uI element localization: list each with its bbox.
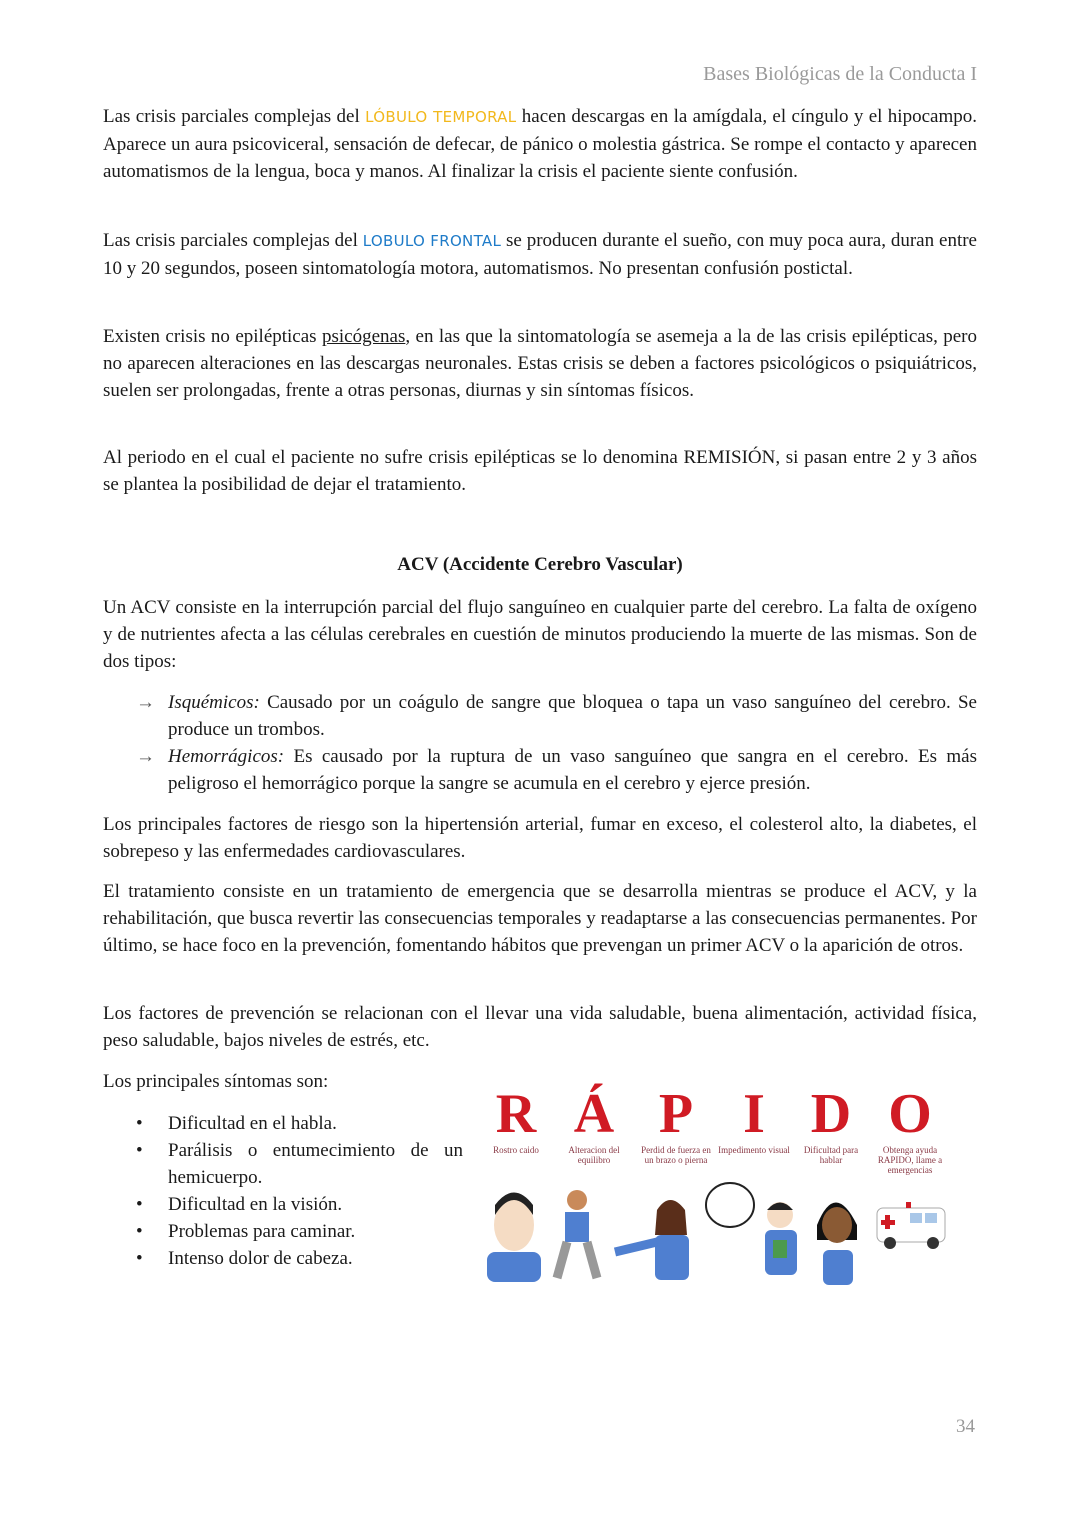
bullet-icon: •: [136, 1248, 143, 1269]
text: Intenso dolor de cabeza.: [168, 1248, 353, 1269]
paragraph-acv-definition: Un ACV consiste en la interrupción parcial del flujo sanguíneo en cualquier parte del cerebro. La falta de oxígeno y de nutrientes afecta a las células cerebrales en cuestión de minutos produciendo la muerte de las mismas. Son de dos tipos:: [103, 597, 977, 672]
text: Las crisis parciales complejas del: [103, 230, 363, 251]
list-item: [103, 1110, 463, 1137]
symptoms-list: [103, 1110, 463, 1272]
letter: Á: [573, 1083, 615, 1145]
text: hacen descargas en la amígdala, el cíngulo y el hipocampo. Aparece un aura psicoviceral, sensación de defecar, de pánico o molestia gástrica. Se rompe el contacto y aparecen automatismos de la lengua, boca y manos. Al finalizar la crisis el paciente siente confusión.: [103, 106, 977, 182]
paragraph-symptoms-intro: Los principales síntomas son:: [103, 1071, 329, 1092]
term: Isquémicos:: [168, 692, 260, 713]
speech-difficulty-person-icon: [817, 1203, 857, 1286]
list-item: [103, 689, 977, 743]
paragraph-remision: Al periodo en el cual el paciente no sufre crisis epilépticas se lo denomina REMISIÓN, si pasan entre 2 y 3 años se plantea la posibilidad de dejar el tratamiento.: [103, 447, 977, 495]
arrow-icon: →: [136, 692, 155, 713]
drooping-face-icon: [487, 1193, 541, 1283]
rapido-d: [792, 1085, 870, 1165]
paragraph-treatment: El tratamiento consiste en un tratamiento de emergencia que se desarrolla mientras se produce el ACV, y la rehabilitación, que busca revertir las consecuencias temporales y readaptarse a las consecuencias permanentes. Por último, se hace foco en la prevención, fomentando hábitos que prevengan un primer ACV o la aparición de otros.: [103, 881, 977, 956]
paragraph-frontal: [103, 227, 977, 282]
acv-types-list: [103, 689, 977, 797]
text: Las crisis parciales complejas del: [103, 106, 366, 127]
text: Dificultad en el habla.: [168, 1113, 337, 1134]
text: Existen crisis no epilépticas: [103, 326, 322, 347]
list-item: [103, 1137, 463, 1191]
rapido-p: [637, 1085, 715, 1165]
dizzy-person-icon: [557, 1190, 597, 1278]
rapido-a: [555, 1085, 633, 1165]
bullet-icon: •: [136, 1140, 143, 1161]
page-number: 34: [956, 1416, 975, 1437]
text: Problemas para caminar.: [168, 1221, 356, 1242]
rapido-illustrations: [485, 1180, 955, 1290]
caption: Alteracion del equilibro: [568, 1145, 620, 1165]
caption: Obtenga ayuda RAPIDO, llame a emergencias: [877, 1145, 943, 1175]
weak-arm-person-icon: [615, 1200, 689, 1280]
paragraph-psicogenas: [103, 323, 977, 404]
rapido-i: [715, 1085, 793, 1155]
bullet-icon: •: [136, 1194, 143, 1215]
highlight-frontal: LOBULO FRONTAL: [362, 232, 502, 250]
letter: R: [495, 1083, 537, 1145]
section-heading: ACV (Accidente Cerebro Vascular): [397, 554, 683, 575]
highlight-temporal: LÓBULO TEMPORAL: [365, 108, 517, 126]
bullet-icon: •: [136, 1113, 143, 1134]
arrow-icon: →: [136, 746, 155, 767]
list-item: [103, 1245, 463, 1272]
letter: P: [658, 1083, 694, 1145]
list-item: [103, 743, 977, 797]
letter: O: [888, 1083, 932, 1145]
paragraph-prevention: Los factores de prevención se relacionan con el llevar una vida saludable, buena alimentación, actividad física, peso saludable, bajos niveles de estrés, etc.: [103, 1003, 977, 1051]
vision-impaired-person-icon: [765, 1202, 797, 1275]
speech-bubble-icon: [706, 1183, 754, 1227]
caption: Rostro caido: [493, 1145, 539, 1155]
ambulance-icon: [877, 1202, 945, 1249]
list-item: [103, 1191, 463, 1218]
underlined-term: psicógenas: [321, 326, 406, 347]
text: Causado por un coágulo de sangre que bloquea o tapa un vaso sanguíneo del cerebro. Se produce un trombos.: [168, 692, 977, 740]
running-header: Bases Biológicas de la Conducta I: [703, 63, 977, 85]
text: se producen durante el sueño, con muy poca aura, duran entre 10 y 20 segundos, poseen sintomatología motora, automatismos. No presentan confusión postictal.: [103, 230, 977, 279]
bullet-icon: •: [136, 1221, 143, 1242]
list-item: [103, 1218, 463, 1245]
text: Es causado por la ruptura de un vaso sanguíneo que sangra en el cerebro. Es más peligroso el hemorrágico porque la sangre se acumula en el cerebro y ejerce presión.: [168, 746, 977, 794]
term: Hemorrágicos:: [168, 746, 285, 767]
letter: I: [743, 1083, 765, 1145]
paragraph-temporal: [103, 103, 977, 185]
caption: Impedimento visual: [718, 1145, 790, 1155]
caption: Perdid de fuerza en un brazo o pierna: [641, 1145, 711, 1165]
rapido-r: [477, 1085, 555, 1155]
caption: Dificultad para hablar: [803, 1145, 859, 1165]
letter: D: [810, 1083, 852, 1145]
text: Parálisis o entumecimiento de un hemicuerpo.: [168, 1140, 463, 1188]
rapido-o: [871, 1085, 949, 1175]
paragraph-risk-factors: Los principales factores de riesgo son la hipertensión arterial, fumar en exceso, el colesterol alto, la diabetes, el sobrepeso y las enfermedades cardiovasculares.: [103, 814, 977, 862]
text: , en las que la sintomatología se asemeja a la de las crisis epilépticas, pero no aparecen alteraciones en las descargas neuronales. Estas crisis se deben a factores psicológicos o psiquiátricos, suelen ser prolongadas, frente a otras personas, diurnas y sin síntomas físicos.: [103, 326, 978, 401]
text: Dificultad en la visión.: [168, 1194, 343, 1215]
rapido-infographic: [485, 1085, 955, 1290]
